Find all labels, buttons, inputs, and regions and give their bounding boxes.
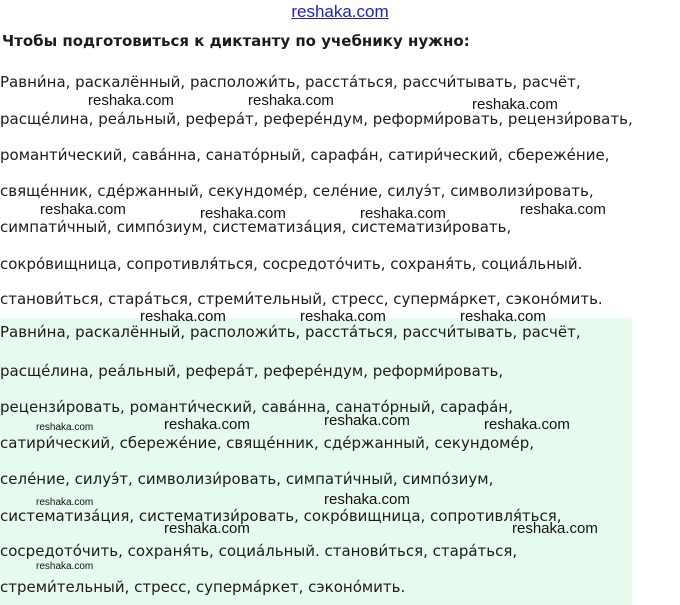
watermark: reshaka.com — [40, 201, 126, 218]
watermark: reshaka.com — [472, 96, 558, 113]
watermark: reshaka.com — [324, 412, 410, 429]
answer-line: рецензи́ровать, романти́ческий, сава́нна, санато́рный, сарафа́н, — [0, 398, 513, 416]
watermark: reshaka.com — [460, 308, 546, 325]
answer-line: расще́лина, реа́льный, рефера́т, рефере́ндум, реформи́ровать, — [0, 362, 504, 380]
task-line: свяще́нник, сде́ржанный, секундоме́р, селе́ние, силуэ́т, символизи́ровать, — [0, 182, 594, 200]
task-line: сокро́вищница, сопротивля́ться, сосредото́чить, сохраня́ть, социа́льный. — [0, 255, 583, 273]
task-line: симпати́чный, симпо́зиум, систематиза́ция, систематизи́ровать, — [0, 218, 512, 236]
task-heading: Чтобы подготовиться к диктанту по учебнику нужно: — [2, 32, 470, 50]
watermark: reshaka.com — [520, 201, 606, 218]
watermark: reshaka.com — [512, 520, 598, 537]
watermark: reshaka.com — [248, 92, 334, 109]
answer-line: Равни́на, раскалённый, расположи́ть, расста́ться, рассчи́тывать, расчёт, — [0, 323, 581, 341]
watermark: reshaka.com — [88, 92, 174, 109]
watermark: reshaka.com — [36, 561, 94, 572]
watermark: reshaka.com — [36, 497, 94, 508]
task-line: романти́ческий, сава́нна, санато́рный, сарафа́н, сатири́ческий, сбереже́ние, — [0, 146, 610, 164]
task-line: Равни́на, раскалённый, расположи́ть, расста́ться, рассчи́тывать, расчёт, — [0, 73, 581, 91]
task-line: станови́ться, стара́ться, стреми́тельный, стресс, суперма́ркет, сэконо́мить. — [0, 290, 603, 308]
watermark: reshaka.com — [164, 520, 250, 537]
site-link[interactable]: reshaka.com — [291, 2, 389, 21]
answer-line: стреми́тельный, стресс, суперма́ркет, сэконо́мить. — [0, 578, 406, 596]
task-line: расще́лина, реа́льный, рефера́т, рефере́ндум, реформи́ровать, рецензи́ровать, — [0, 110, 633, 128]
watermark: reshaka.com — [36, 422, 94, 433]
watermark: reshaka.com — [164, 416, 250, 433]
answer-line: сосредото́чить, сохраня́ть, социа́льный. станови́ться, стара́ться, — [0, 542, 518, 560]
watermark: reshaka.com — [360, 205, 446, 222]
watermark: reshaka.com — [300, 308, 386, 325]
answer-line: сатири́ческий, сбереже́ние, свяще́нник, сде́ржанный, секундоме́р, — [0, 434, 535, 452]
watermark: reshaka.com — [484, 416, 570, 433]
watermark: reshaka.com — [324, 491, 410, 508]
answer-line: систематиза́ция, систематизи́ровать, сокро́вищница, сопротивля́ться, — [0, 507, 562, 525]
answer-line: селе́ние, силуэ́т, символизи́ровать, симпати́чный, симпо́зиум, — [0, 470, 494, 488]
watermark: reshaka.com — [200, 205, 286, 222]
watermark: reshaka.com — [140, 308, 226, 325]
